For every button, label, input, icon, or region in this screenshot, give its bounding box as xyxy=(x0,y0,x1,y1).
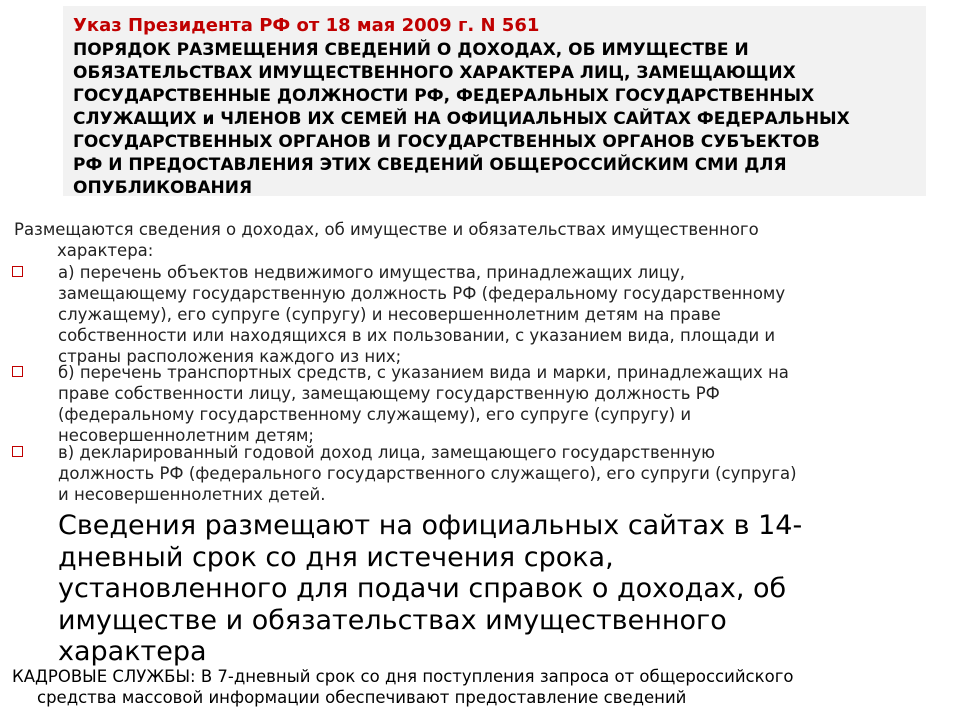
bullet-square-icon xyxy=(12,446,23,457)
hr-services-note xyxy=(12,666,952,708)
list-item-line: собственности или находящихся в их пользовании, с указанием вида, площади и xyxy=(58,326,776,345)
procedure-title-line: РФ И ПРЕДОСТАВЛЕНИЯ ЭТИХ СВЕДЕНИЙ ОБЩЕРОССИЙСКИМ СМИ ДЛЯ xyxy=(73,155,787,175)
list-item-line: в) декларированный годовой доход лица, замещающего государственную xyxy=(58,443,716,462)
intro-line: Размещаются сведения о доходах, об имуществе и обязательствах имущественного xyxy=(14,220,759,239)
list-item-line: должность РФ (федерального государственного служащего), его супруги (супруга) xyxy=(58,464,797,483)
footer-line: КАДРОВЫЕ СЛУЖБЫ: В 7-дневный срок со дня поступления запроса от общероссийского xyxy=(12,667,794,686)
bullet-square-icon xyxy=(12,366,23,377)
footer-line: средства массовой информации обеспечивают предоставление сведений xyxy=(37,688,687,707)
emphasis-paragraph xyxy=(58,510,938,668)
procedure-title-line: СЛУЖАЩИХ и ЧЛЕНОВ ИХ СЕМЕЙ НА ОФИЦИАЛЬНЫХ САЙТАХ ФЕДЕРАЛЬНЫХ xyxy=(73,109,850,129)
list-item-line: а) перечень объектов недвижимого имущества, принадлежащих лицу, xyxy=(58,263,686,282)
emphasis-line: Сведения размещают на официальных сайтах в 14- xyxy=(58,510,803,541)
list-item-line: страны расположения каждого из них; xyxy=(58,347,402,366)
list-item xyxy=(12,442,942,505)
list-item-line: праве собственности лицу, замещающему государственную должность РФ xyxy=(58,384,720,403)
procedure-title-line: ОБЯЗАТЕЛЬСТВАХ ИМУЩЕСТВЕННОГО ХАРАКТЕРА ЛИЦ, ЗАМЕЩАЮЩИХ xyxy=(73,63,796,83)
procedure-title-line: ОПУБЛИКОВАНИЯ xyxy=(73,178,253,198)
list-item-line: б) перечень транспортных средств, с указанием вида и марки, принадлежащих на xyxy=(58,363,789,382)
emphasis-line: характера xyxy=(58,636,207,667)
procedure-title-line: ГОСУДАРСТВЕННЫЕ ДОЛЖНОСТИ РФ, ФЕДЕРАЛЬНЫХ ГОСУДАРСТВЕННЫХ xyxy=(73,86,815,106)
list-item-line: несовершеннолетним детям; xyxy=(58,426,314,445)
list-item-line: (федеральному государственному служащему), его супруге (супругу) и xyxy=(58,405,692,424)
procedure-title-line: ПОРЯДОК РАЗМЕЩЕНИЯ СВЕДЕНИЙ О ДОХОДАХ, ОБ ИМУЩЕСТВЕ И xyxy=(73,40,749,60)
procedure-title xyxy=(73,39,923,200)
list-item xyxy=(12,362,942,446)
procedure-title-line: ГОСУДАРСТВЕННЫХ ОРГАНОВ И ГОСУДАРСТВЕННЫХ ОРГАНОВ СУБЪЕКТОВ xyxy=(73,132,820,152)
emphasis-line: имуществе и обязательствах имущественного xyxy=(58,604,727,636)
list-item xyxy=(12,262,942,367)
emphasis-line: установленного для подачи справок о доходах, об xyxy=(58,573,787,604)
list-item-line: замещающему государственную должность РФ (федеральному государственному xyxy=(58,284,786,303)
decree-title: Указ Президента РФ от 18 мая 2009 г. N 561 xyxy=(73,15,540,36)
intro-paragraph xyxy=(14,219,944,261)
intro-line: характера: xyxy=(57,241,154,260)
bullet-square-icon xyxy=(12,266,23,277)
list-item-line: и несовершеннолетних детей. xyxy=(58,485,326,504)
emphasis-line: дневный срок со дня истечения срока, xyxy=(58,541,614,573)
list-item-line: служащему), его супруге (супругу) и несовершеннолетним детям на праве xyxy=(58,305,721,324)
